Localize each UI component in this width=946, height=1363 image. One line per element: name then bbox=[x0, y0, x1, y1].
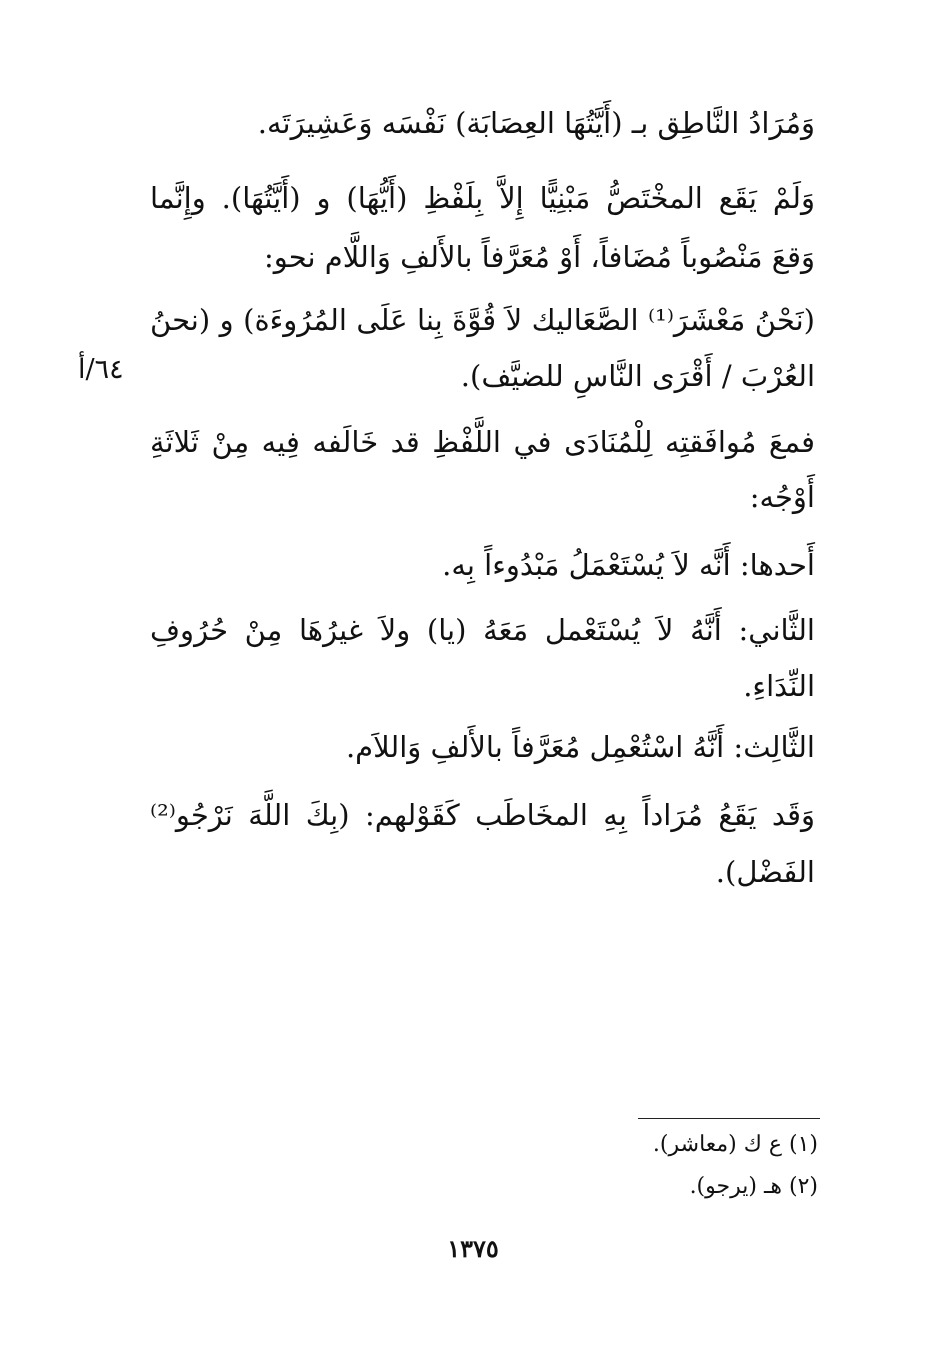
text-line-4: (نَحْنُ مَعْشَرَ⁽¹⁾ الصَّعَاليك لاَ قُوَّةَ بِنا عَلَى المُرُوءَة) و (نحنُ bbox=[150, 303, 815, 337]
text-line-12: وَقَد يَقَعُ مُرَاداً بِهِ المخَاطَب كَقَوْلهم: (بِكَ اللَّهَ نَرْجُو⁽²⁾ bbox=[150, 798, 815, 832]
text-line-5: العُرْبَ / أَقْرَى النَّاسِ للضيَّف). bbox=[460, 359, 815, 393]
text-line-8: أَحدها: أَنَّه لاَ يُسْتَعْمَلُ مَبْدُوءاً بِه. bbox=[442, 548, 815, 582]
footnote-1: (١) ع ك (معاشر). bbox=[652, 1132, 818, 1157]
footnote-separator bbox=[638, 1118, 820, 1119]
text-line-3: وَقعَ مَنْصُوباً مُضَافاً، أَوْ مُعَرَّفاً بالأَلفِ وَاللَّام نحو: bbox=[263, 240, 815, 274]
text-line-6: فمعَ مُوافَقتِه لِلْمُنَادَى في اللَّفْظِ قد خَالَفه فِيه مِنْ ثَلاثَةِ bbox=[150, 425, 815, 459]
text-line-1: وَمُرَادُ النَّاطِق بـ (أَيَّتُهَا العِصَابَة) نَفْسَه وَعَشِيرَتَه. bbox=[257, 106, 815, 140]
text-line-13: الفَضْل). bbox=[715, 855, 815, 889]
text-line-9: الثَّاني: أَنَّهُ لاَ يُسْتَعْمل مَعَهُ (يا) ولاَ غيرُهَا مِنْ حُرُوفِ bbox=[150, 613, 815, 647]
text-line-2: وَلَمْ يَقَع المخْتَصُّ مَبْنِيًّا إِلاَّ بِلَفْظِ (أَيُّهَا) و (أَيَّتُهَا). وإِنَّما bbox=[150, 181, 815, 215]
page-number: ١٣٧٥ bbox=[447, 1234, 499, 1263]
text-line-11: الثَّالِث: أَنَّهُ اسْتُعْمِل مُعَرَّفاً بالأَلفِ وَاللاَم. bbox=[345, 730, 815, 764]
text-line-10: النِّدَاءِ. bbox=[743, 669, 815, 703]
folio-margin-note: ٦٤/أ bbox=[78, 354, 124, 385]
text-line-7: أَوْجُه: bbox=[749, 480, 815, 514]
footnote-2: (٢) هـ (يرجو). bbox=[689, 1174, 818, 1199]
